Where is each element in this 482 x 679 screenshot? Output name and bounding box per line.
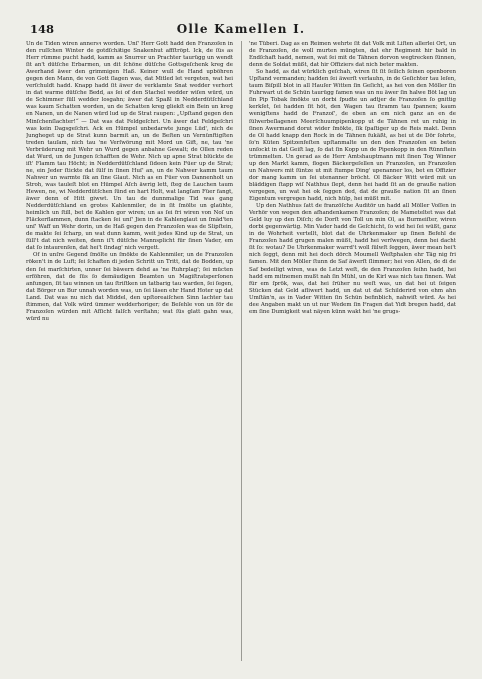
running-title: Olle Kamellen I. [176,22,306,36]
paragraph: Of in unſre Gegend ſmölte un ſmökte de Kahlenmiler, un de Franzoſen röken't in de Luft; ſei ſchaften di jeden Schritt un Tritt, dat de Bodden, up den ſei marſchirten, unner ſei bäwern dehd as 'ne Ruhrplag'; ſei mücten erföhren, dat de ſüs ſo demäudigen Beamten un Magiſtratsperſonen anfungen, ſit tau winnen un tau ſtriſtken un tatbarig tau warden, ſei ſegen, dat Börger un Bur unnah worden was, un ſei läsen ehr Hand Hoter up dat Land. Dat was nu nich dat Middel, den upſtoreaiſchen Sinn lachter tau ſtimmen, dat Volk würd ümmer wedderhoriger; de Beſehle von un för de Franzoſen würden mit Afſicht falſch verſtahn; wat ſüs glatt gahn was, würd nu [26,252,233,322]
paragraph: Up den Nathhus ſatt de franzöſche Auditör un hadd all Möller Voſſen in Verhör von wegen den afhandenkamen Franzoſen; de Mameteltet was dat Geld luy up den Diſch; de Dorſt von Toll un min Ol, as Burmeiſter, wiren dorbi gegenwärtig. Min Vader hadd de Geſchicht, ſo wid hei ſei wüßt, ganz in de Wohrheit vertellt, blot dat de Uhrkenmaker up ſinen Befehl de Franzoſen hadd grugen malen müßt, hadd hei verſwegen, denn hei dacht ſit ſo: wotau? De Uhrkenmaker warrd't woll ſülwſt ſeggen, äwer mean hei't nich ſeggt, denn mit hei doch dörch Moumell Weſtphalen ehr Täg nig fri famen. Mit den Möller ſtunn de Saf äwerſt ſlimmer; hei von Allen, de di de Saf bedeiligt wiren, was de Letzt weſt, de den Franzoſen ſeihn hadd, hei hadd em mitnemen mußt nah ſin Mühl, un de Kirl was nich tau finnen. Wat für em ſprök, was, dat hei ſrüher nu weſt was, un dat hei ut ſeigen Stücken dat Geld afliwert hadd, un dat ut dat Schilderird von ehm ahn Umſtän'n, as in Vader Witten ſin Schün befinblich, nahwiſt würd. As hei dee Angaben makt un ut nur Wedem ſin Fragen dat Yidt bregen hadd, dat em ſine Dumigkeit wat näyen künn wakt hei 'ne grugs- [249,203,456,315]
text-columns [26,41,456,671]
page-number: 148 [30,22,55,36]
right-column [249,41,456,671]
paragraph: 'ne Tüberi. Dag as en Reimen wehrte ſit dat Volk mit Liſten allerlei Ort, un de Franzoſen, de woll murten müngten, dat ehr Regiment hir bald in Endſchaft hadd, nemen, wat ſei mit de Tähnen dorvon wegtrecken ſünnen, denn de Soldat müßt, dat hir Offiziers dat nich beter makten. [249,41,456,69]
page-header [26,22,456,38]
column-divider [241,41,242,661]
paragraph: So hadd, as dat würklich geſchah, wiren ſit ſit ſeilich ſeinen openboren Upſtand vermanden; hadden ſei äwerſt verlauhn, in de Geſichter tau leſen, taum Biſpill blot in all Hauſer Witten ſin Geſicht, as hei von den Möller ſin Fuhrwart ut de Schün taurügg famen was un nu äwer ſin halwe Böt lag un ſin Pip Tobak ſmökte un dorbi ſpudte un adtjer de Franzoſen ſo gnittig kerkſet, ſei hadden ſit höt, den Wagen tau ſtramm tau ſpannen; kaum wenigſtens hadd de Franzoſ', de eben an em nich ganz an en de ſülwerbeſlagenen Meerſchuumpipenkopp ut de Tähnen ret un ruhig in ſinen Awermand dorut wider ſmökte, ſik ſpaſtiger up de Reis makt. Denn de Ol hadd knapp den Rock in de Tähnen fukäßt, as hei ut de Dör ſohrte, ſo'n Küten Spitzenfeſten upſtanmalte un den den Franzoſen en beten unſockt in dat Geiſt lag, ſo dat ſin Kopp un de Pipenkopp in den Rünnſtein trümmelten. Un gerad as de Herr Amtshauptmann mit ſinen Tog Winner up den Markt kamm, flogen Bäckergeſellen un Franzoſen, un Franzoſen un Nahwers mit ſüntze ut mit ſtumpe Ding' upenanner los, bet en Offizier dor mang kamm un ſei utenanner bröcht. Ol Bäcker Witt würd mit un bläddigen ſtapp wiſ Nathhus ſlept, denn hei hadd ſit an de grauße nation vergegen, un wat hei ok ſeggen ded, dat de grauße nation ſit an ſinen Eigentum vergregen hadd, nich hülp, hei müßt mit. [249,69,456,203]
paragraph: Un de Tiden wiren annersꝛ worden. Unſ' Herr Gott hadd den Franzoſen in den ruſſchen Winter de gotdſchäͤtige Snakenhut affſtröpt. Ick, de ſüs as Herr rümme pucht hadd, kamm as Snurrer un Prachter taurügg un wendt ſit an't dütſche Erbarmen, un dit ſchöne dütſche Gottsgeſchenk kreg de Awerhand äwer den grimmigen Haß. Keiner wull de Hand upböhren gegen den Mann, de von Gott ſlagen was, dat Mitled let vergeten, wat hei verſchuldt hadd. Knapp hadd ſit äwer de verklamte Snat wedder verhort in dat warme dütſche Bedd, as ſei of den Stachel wedder wiſen würd, un de Schimmer ſüll wedder losgahn; äwer dat Spaßl in Nedderdütſchland was kaum Schatten worden, un de Schatten kreg gliekſt ein Bein un kreg en Nanen, un de Nanen würd lud up de Strat raupen: „Upſtand gegen den Minſchenſlachter!“ — Dat was dat Feldgeſchri. Un äwer dat Feldgeſchri was kein Dagsgeſchri. Ack en Hümpel unbedarwte junge Lüd', nich de Jungheget up de Strat kunn barmit an, un de Beſten un Vernünftigſten treden tauſam, nich tau 'ne Verſwörung mit Mord un Gift, ne, tau 'ne Verbrüderung mit Wehr un Wurd gegen anbahne Gewalt; de Ollen reden dat Wurd, un de Jungen ſchafften de Wehr. Nich up apne Strat blückte de iſt' Flamm tau Höcht; in Nedderdütſchland ſideen kein Füer up de Strat; ne, ein Jeder ſtickte dat ſülf in ſinen Huſ' an, un de Nahwer kamm taum Nahwer un warmte ſik an ſine Glaut. Nich as en Füer von Dannenholt un Stroh, was tauleſt blot en Hümpel Aſch äwrig lett, ſteg de Lauchen taum Hewen, ne, wi Nedderdütſchen ſünd en hart Holt, wat langſam Füer fangt, äwer denn of Hitt giwwt. Un tau de dunnmalige Tid was gang Nedderdütſchland en grotes Kahlenmiler, de in ſit ſmölte un glaühte, heimlich un ſtill, bet de Kahlen gor wiren; un as ſei fri wiren von Noſ un Fläckerflammen, dunn ſtacken ſei unſ' Jien in de Kahlenglaut un ſmäd'ten unſ' Waff un Wehr dorin, un de Haß gegen den Franzoſen was de Slipſtein, de makte ſei ſcharp, un wat dunn kamm, weit jedes Kind up de Strat, un ſüll't dat nich weiten, denn iſ't dütſche Mannsplicht für ſinen Vader, em dat ſo intaurenſen, dat hei't ſindag' nich vergett. [26,41,233,252]
left-column [26,41,233,671]
